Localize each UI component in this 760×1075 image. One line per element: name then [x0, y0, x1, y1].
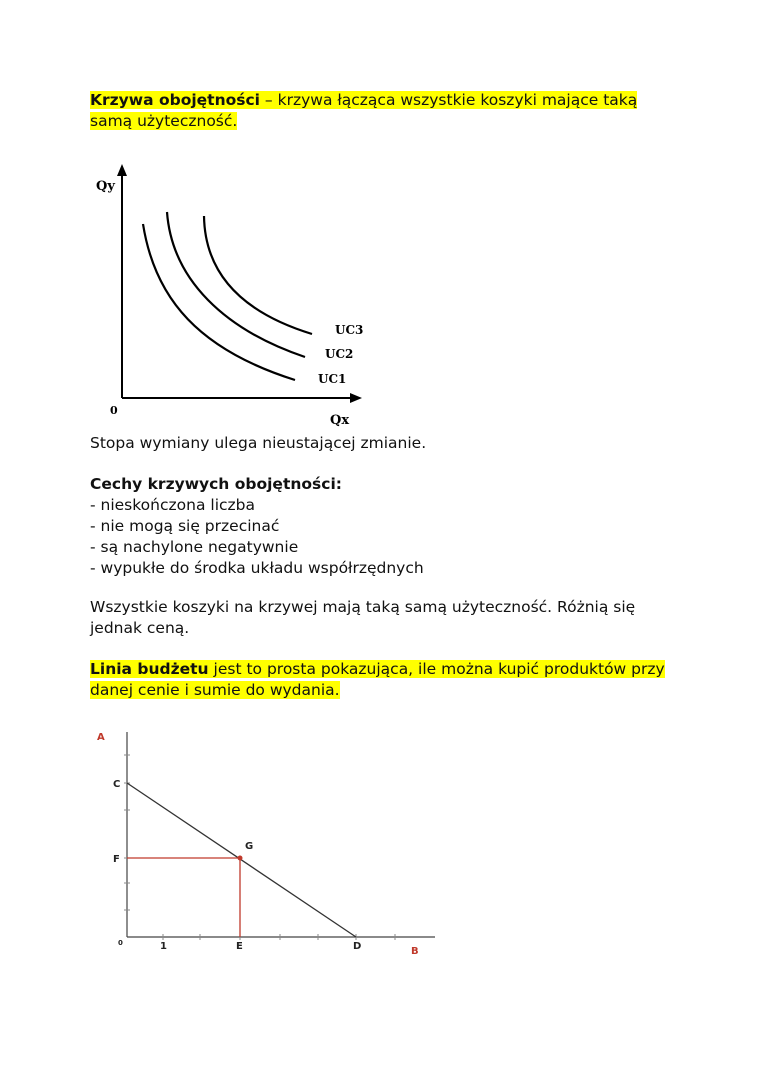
point-d-label: D	[353, 941, 362, 952]
budget-definition-line-2: danej cenie i sumie do wydania.	[90, 681, 340, 699]
budget-line-term: Linia budżetu	[90, 660, 209, 678]
definition-line-2: samą użyteczność.	[90, 112, 238, 130]
point-e-label: E	[236, 941, 243, 952]
point-c-label: C	[113, 779, 121, 790]
feature-item: - nie mogą się przecinać	[90, 517, 280, 535]
feature-item: - są nachylone negatywnie	[90, 538, 299, 556]
indifference-curve-term: Krzywa obojętności	[90, 91, 260, 109]
label-uc1: UC1	[318, 372, 347, 386]
baskets-note-line-2: jednak ceną.	[90, 619, 190, 637]
point-f-label: F	[113, 854, 120, 865]
origin-label: 0	[118, 939, 123, 947]
x-axis-label: Qx	[330, 413, 350, 428]
point-g-marker	[238, 856, 243, 861]
baskets-note-line-1: Wszystkie koszyki na krzywej mają taką samą użyteczność. Różnią się	[90, 598, 636, 616]
budget-definition-line-1: jest to prosta pokazująca, ile można kupić produktów przy	[208, 660, 665, 678]
origin-label: 0	[110, 404, 118, 417]
label-uc2: UC2	[325, 347, 354, 361]
feature-item: - wypukłe do środka układu współrzędnych	[90, 559, 424, 577]
feature-item: - nieskończona liczba	[90, 496, 255, 514]
point-g-label: G	[245, 841, 254, 852]
exchange-rate-text: Stopa wymiany ulega nieustającej zmianie.	[90, 434, 427, 452]
label-uc3: UC3	[335, 323, 364, 337]
axis-a-label: A	[97, 732, 105, 743]
features-heading: Cechy krzywych obojętności:	[90, 475, 342, 493]
definition-line-1: – krzywa łącząca wszystkie koszyki mające taką	[260, 91, 638, 109]
y-axis-label: Qy	[96, 179, 115, 194]
tick-label-1: 1	[160, 941, 167, 952]
axis-b-label: B	[411, 946, 419, 957]
